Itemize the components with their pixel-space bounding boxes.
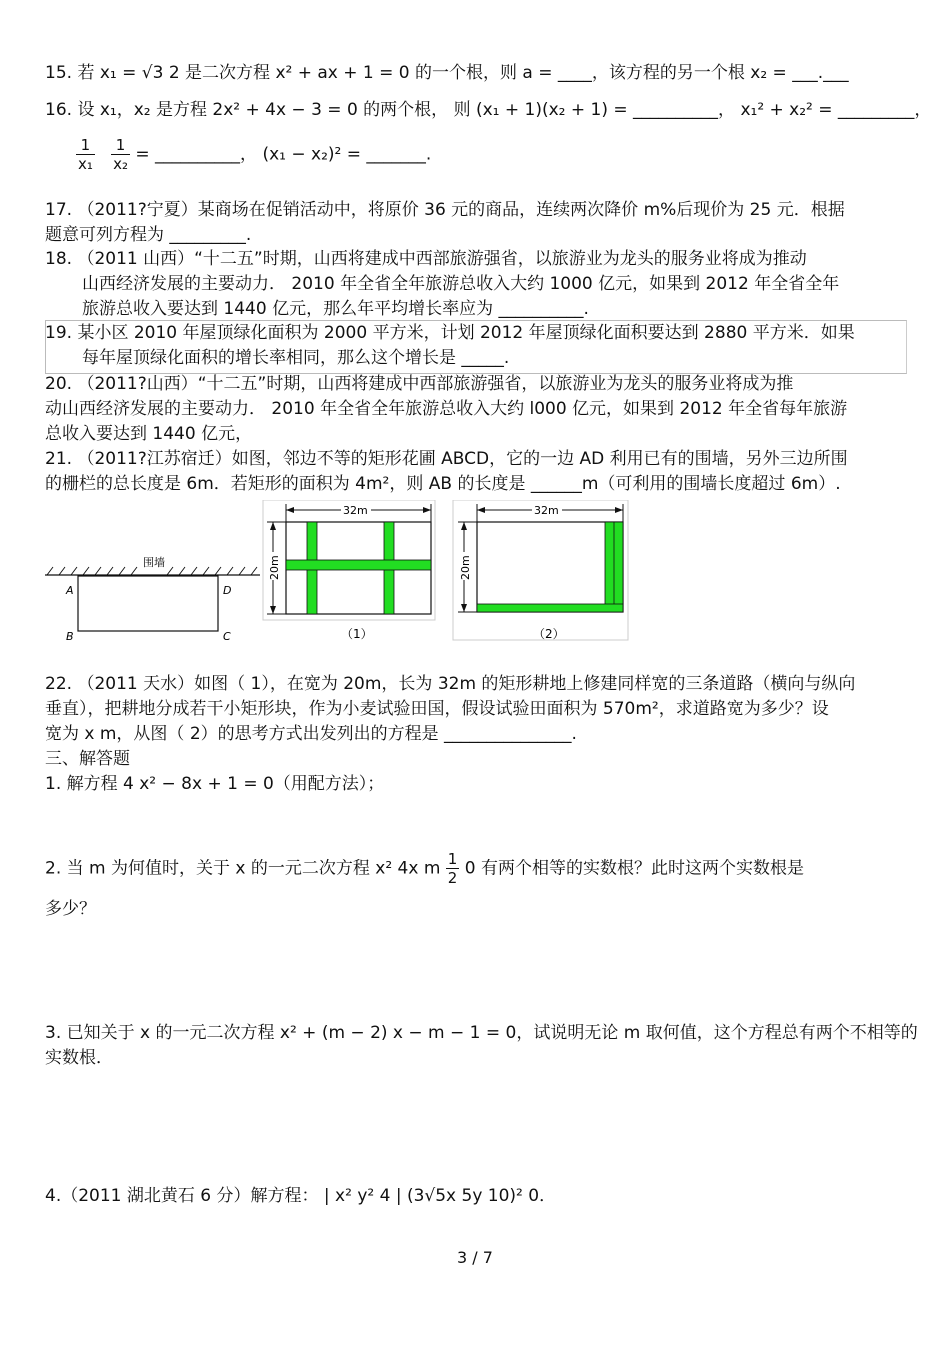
question-22-line1: 22. （2011 天水）如图（ 1），在宽为 20m，长为 32m 的矩形耕地上修建同样宽的三条道路（横向与纵向 [45,674,856,694]
fig2-height-label: 20m [459,555,472,580]
figure-garden [45,555,260,643]
question-16-line1: 16. 设 x₁，x₂ 是方程 2x² + 4x − 3 = 0 的两个根， 则 (x₁ + 1)(x₂ + 1) = __________， x₁² + x₂² = _________， [45,100,932,120]
question-19-line1: 19. 某小区 2010 年屋顶绿化面积为 2000 平方米，计划 2012 年屋顶绿化面积要达到 2880 平方米．如果 [45,323,855,343]
figure-1 [263,500,435,641]
fig1-width-label: 32m [343,504,368,517]
question-22-line3: 宽为 x m，从图（ 2）的思考方式出发列出的方程是 _______________. [45,724,577,744]
problem-4: 4.（2011 湖北黄石 6 分）解方程： | x² y² 4 | (3√5x 5y 10)² 0． [45,1186,557,1206]
figures [45,500,635,645]
page-number: 3 / 7 [457,1248,493,1267]
fig2-width-label: 32m [534,504,559,517]
question-20-line3: 总收入要达到 1440 亿元， [45,424,253,444]
fraction-1-over-x1: $\frac{1}{\text{x₁}}$ [78,136,93,173]
problem-2-text: 2. 当 m 为何值时，关于 x 的一元二次方程 x² 4x m [45,858,441,879]
fig1-height-label: 20m [268,555,281,580]
question-17-line2: 题意可列方程为 _________. [45,225,252,245]
question-22-line2: 垂直），把耕地分成若干小矩形块，作为小麦试验田国，假设试验田面积为 570m²，求道路宽为多少？设 [45,699,829,719]
problem-2-line1 [45,850,804,887]
problem-2-line2: 多少？ [45,899,96,919]
question-15: 15. 若 x₁ = √3 2 是二次方程 x² + ax + 1 = 0 的一个根，则 a = ____，该方程的另一个根 x₂ = ___.___ [45,63,849,83]
question-19-line2: 每年屋顶绿化面积的增长率相同，那么这个增长是 _____. [82,348,510,368]
question-17-line1: 17. （2011?宁夏）某商场在促销活动中，将原价 36 元的商品，连续两次降价 m%后现价为 25 元．根据 [45,200,845,220]
fraction-1-over-2: $\frac{1}{2}$ [447,850,458,887]
fig1-caption: （1） [341,627,373,641]
question-20-line2: 动山西经济发展的主要动力． 2010 年全省全年旅游总收入大约 l000 亿元，如果到 2012 年全省每年旅游 [45,399,848,419]
label-C: C [223,630,231,643]
wall-label: 围墙 [143,556,165,569]
problem-3-line1: 3. 已知关于 x 的一元二次方程 x² + (m − 2) x − m − 1 = 0，试说明无论 m 取何值，这个方程总有两个不相等的 [45,1023,918,1043]
question-20-line1: 20. （2011?山西）“十二五”时期，山西将建成中西部旅游强省，以旅游业为龙头的服务业将成为推 [45,374,794,394]
problem-3-line2: 实数根． [45,1048,113,1068]
question-16-line2-text: = __________， (x₁ − x₂)² = _______. [135,144,432,165]
label-D: D [223,584,232,597]
problem-1: 1. 解方程 4 x² − 8x + 1 = 0（用配方法）； [45,774,385,794]
question-21-line2: 的栅栏的总长度是 6m．若矩形的面积为 4m²，则 AB 的长度是 ______m（可利用的围墙长度超过 6m）. [45,474,841,494]
question-16-line2 [76,136,431,173]
problem-2-tail: 0 有两个相等的实数根？此时这两个实数根是 [464,858,804,879]
label-B: B [66,630,74,643]
figure-2 [453,500,628,641]
section-3-heading: 三、解答题 [45,749,130,769]
label-A: A [66,584,74,597]
fig2-caption: （2） [533,627,565,641]
question-18-line2: 山西经济发展的主要动力． 2010 年全省全年旅游总收入大约 1000 亿元，如果到 2012 年全省全年 [82,274,840,294]
question-18-line3: 旅游总收入要达到 1440 亿元，那么年平均增长率应为 __________. [82,299,589,319]
fraction-1-over-x2: $\frac{1}{\text{x₂}}$ [113,136,128,173]
question-18-line1: 18. （2011 山西）“十二五”时期，山西将建成中西部旅游强省，以旅游业为龙头的服务业将成为推动 [45,249,807,269]
question-21-line1: 21. （2011?江苏宿迁）如图，邻边不等的矩形花圃 ABCD，它的一边 AD 利用已有的围墙，另外三边所围 [45,449,848,469]
